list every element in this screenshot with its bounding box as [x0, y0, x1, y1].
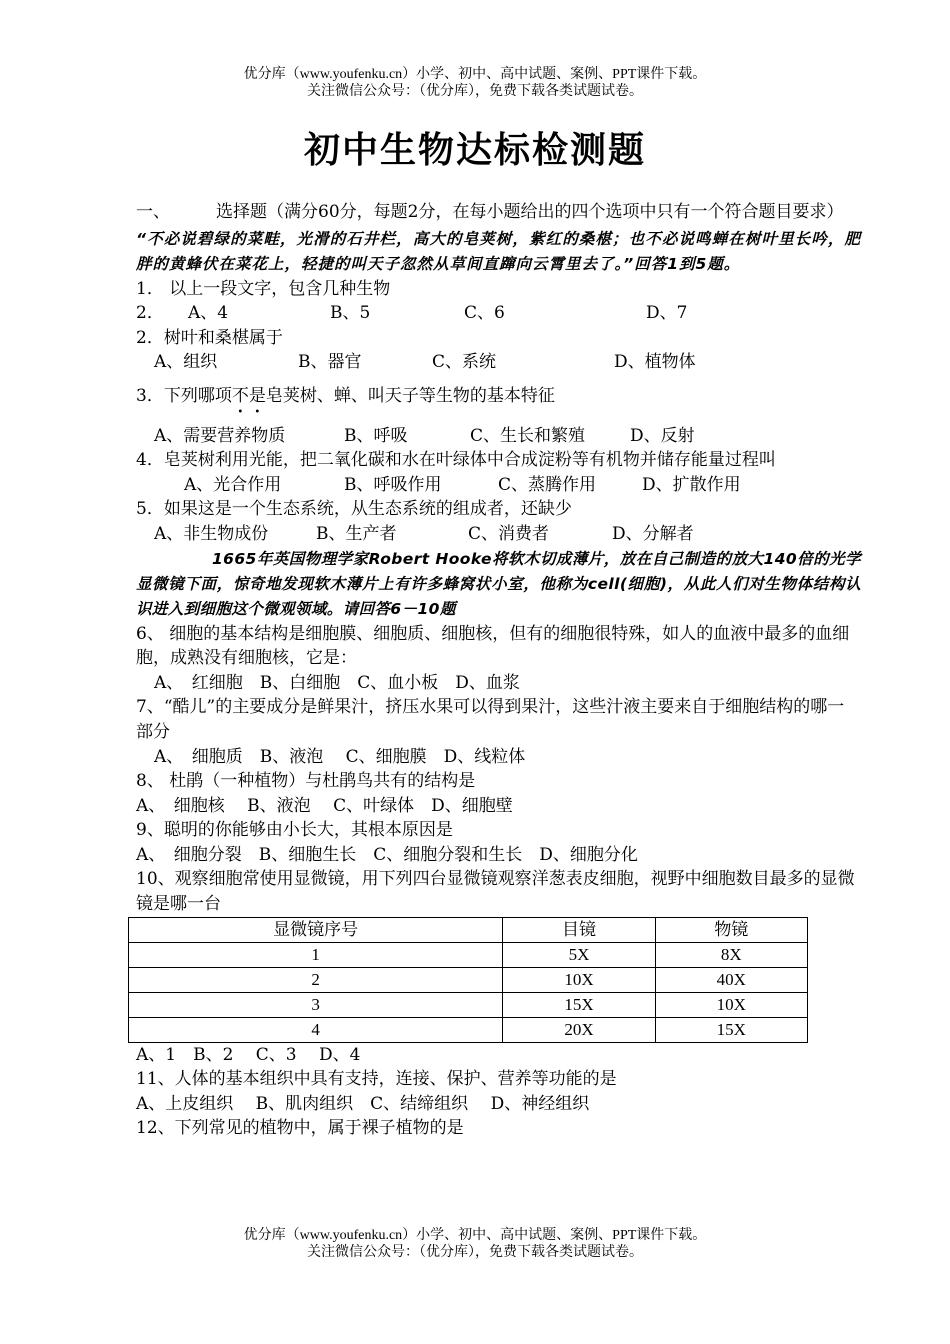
q4-option-d: D、扩散作用	[642, 474, 741, 495]
table-cell: 10X	[655, 992, 807, 1017]
q1-option-d: D、7	[646, 303, 688, 324]
table-cell: 8X	[655, 942, 807, 967]
table-row	[129, 942, 808, 967]
footer-line-2: 关注微信公众号：（优分库），免费下载各类试题试卷。	[307, 1245, 643, 1260]
q3-option-b: B、呼吸	[344, 425, 408, 446]
table-header-row	[129, 917, 808, 942]
section-heading	[136, 200, 861, 225]
q3-emphasis-2: 是	[248, 385, 266, 406]
question-5-options	[136, 522, 861, 547]
q2-option-d: D、植物体	[614, 352, 696, 373]
question-3-stem	[136, 384, 861, 409]
question-2-options	[136, 350, 861, 375]
question-12-stem: 12、下列常见的植物中，属于裸子植物的是	[136, 1118, 464, 1139]
q1-option-a: A、4	[188, 303, 229, 324]
question-4-options	[136, 473, 861, 498]
q4-option-c: C、蒸腾作用	[498, 474, 597, 495]
question-9-stem: 9、聪明的你能够由小长大，其根本原因是	[136, 820, 453, 841]
table-row	[129, 967, 808, 992]
q3-stem-start: 3．下列哪项	[136, 385, 232, 406]
question-6-stem: 6、 细胞的基本结构是细胞膜、细胞质、细胞核，但有的细胞很特殊，如人的血液中最多的血细胞，成熟没有细胞核，它是：	[136, 623, 850, 669]
question-10-options: A、1 B、2 C、3 D、4	[136, 1044, 361, 1065]
q4-option-a: A、光合作用	[184, 474, 282, 495]
table-row	[129, 992, 808, 1017]
table-header: 物镜	[655, 917, 807, 942]
section-instructions: 选择题（满分60分，每题2分，在每小题给出的四个选项中只有一个符合题目要求）	[216, 202, 844, 222]
question-8-stem: 8、 杜鹃（一种植物）与杜鹃鸟共有的结构是	[136, 771, 476, 792]
question-7-stem: 7、“酷儿”的主要成分是鲜果汁，挤压水果可以得到果汁，这些汁液主要来自于细胞结构的哪一部分	[136, 697, 845, 742]
question-5-stem: 5．如果这是一个生态系统，从生态系统的组成者，还缺少	[136, 499, 572, 520]
question-2-stem: 2．树叶和桑椹属于	[136, 327, 283, 348]
question-8-options: A、 细胞核 B、液泡 C、叶绿体 D、细胞壁	[136, 795, 513, 816]
question-6-options: A、 红细胞 B、白细胞 C、血小板 D、血浆	[154, 672, 520, 693]
q2-option-b: B、器官	[298, 352, 362, 373]
page-footer	[0, 1227, 950, 1261]
table-cell: 3	[129, 992, 503, 1017]
question-4-stem: 4．皂荚树利用光能，把二氧化碳和水在叶绿体中合成淀粉等有机物并储存能量过程叫	[136, 450, 776, 471]
question-3-options	[136, 424, 861, 449]
passage-2: 1665年英国物理学家Robert Hooke将软木切成薄片，放在自己制造的放大140倍的光学显微镜下面，惊奇地发现软木薄片上有许多蜂窝状小室，他称为cell(细胞)，从此人们对生物体结构认识进入到细胞这个微观领域。请回答6－10题	[136, 549, 861, 618]
question-1-stem: 1． 以上一段文字，包含几种生物	[136, 278, 391, 299]
q3-option-d: D、反射	[630, 425, 695, 446]
section-number: 一、	[136, 202, 170, 222]
table-row	[129, 1017, 808, 1042]
q2-option-c: C、系统	[432, 352, 497, 373]
table-cell: 2	[129, 967, 503, 992]
question-11-stem: 11、人体的基本组织中具有支持，连接、保护、营养等功能的是	[136, 1069, 617, 1090]
table-header: 显微镜序号	[129, 917, 503, 942]
footer-line-1: 优分库（www.youfenku.cn）小学、初中、高中试题、案例、PPT课件下载。	[243, 1228, 707, 1243]
page-title: 初中生物达标检测题	[303, 130, 646, 171]
question-1-label: 2．	[136, 303, 164, 324]
table-cell: 5X	[503, 942, 655, 967]
page-header	[0, 66, 950, 100]
q3-stem-end: 皂荚树、蝉、叫天子等生物的基本特征	[265, 385, 555, 406]
q1-option-b: B、5	[330, 303, 371, 324]
question-1-options	[136, 301, 861, 326]
q5-option-a: A、非生物成份	[154, 523, 269, 544]
question-9-options: A、 细胞分裂 B、细胞生长 C、细胞分裂和生长 D、细胞分化	[136, 844, 638, 865]
table-cell: 1	[129, 942, 503, 967]
header-line-2: 关注微信公众号：（优分库），免费下载各类试题试卷。	[307, 84, 643, 99]
table-header: 目镜	[503, 917, 655, 942]
table-cell: 15X	[655, 1017, 807, 1042]
table-cell: 15X	[503, 992, 655, 1017]
microscope-table	[128, 917, 808, 1043]
table-cell: 20X	[503, 1017, 655, 1042]
q2-option-a: A、组织	[154, 352, 218, 373]
q5-option-d: D、分解者	[612, 523, 694, 544]
q5-option-b: B、生产者	[316, 523, 397, 544]
q4-option-b: B、呼吸作用	[344, 474, 442, 495]
q3-option-a: A、需要营养物质	[154, 425, 286, 446]
table-cell: 10X	[503, 967, 655, 992]
q5-option-c: C、消费者	[468, 523, 550, 544]
document-body	[136, 200, 861, 1141]
question-11-options: A、上皮组织 B、肌肉组织 C、结缔组织 D、神经组织	[136, 1093, 590, 1114]
header-line-1: 优分库（www.youfenku.cn）小学、初中、高中试题、案例、PPT课件下载。	[243, 67, 707, 82]
q3-option-c: C、生长和繁殖	[470, 425, 586, 446]
question-7-options: A、 细胞质 B、液泡 C、细胞膜 D、线粒体	[154, 746, 526, 767]
question-10-stem: 10、观察细胞常使用显微镜，用下列四台显微镜观察洋葱表皮细胞，视野中细胞数目最多的显微镜是哪一台	[136, 869, 855, 915]
q3-emphasis-1: 不	[231, 385, 249, 406]
table-cell: 40X	[655, 967, 807, 992]
q1-option-c: C、6	[464, 303, 505, 324]
passage-1: “不必说碧绿的菜畦，光滑的石井栏，高大的皂荚树，紫红的桑椹；也不必说鸣蝉在树叶里长吟，肥胖的黄蜂伏在菜花上，轻捷的叫天子忽然从草间直蹿向云霄里去了。”回答1到5题。	[136, 229, 861, 273]
table-cell: 4	[129, 1017, 503, 1042]
